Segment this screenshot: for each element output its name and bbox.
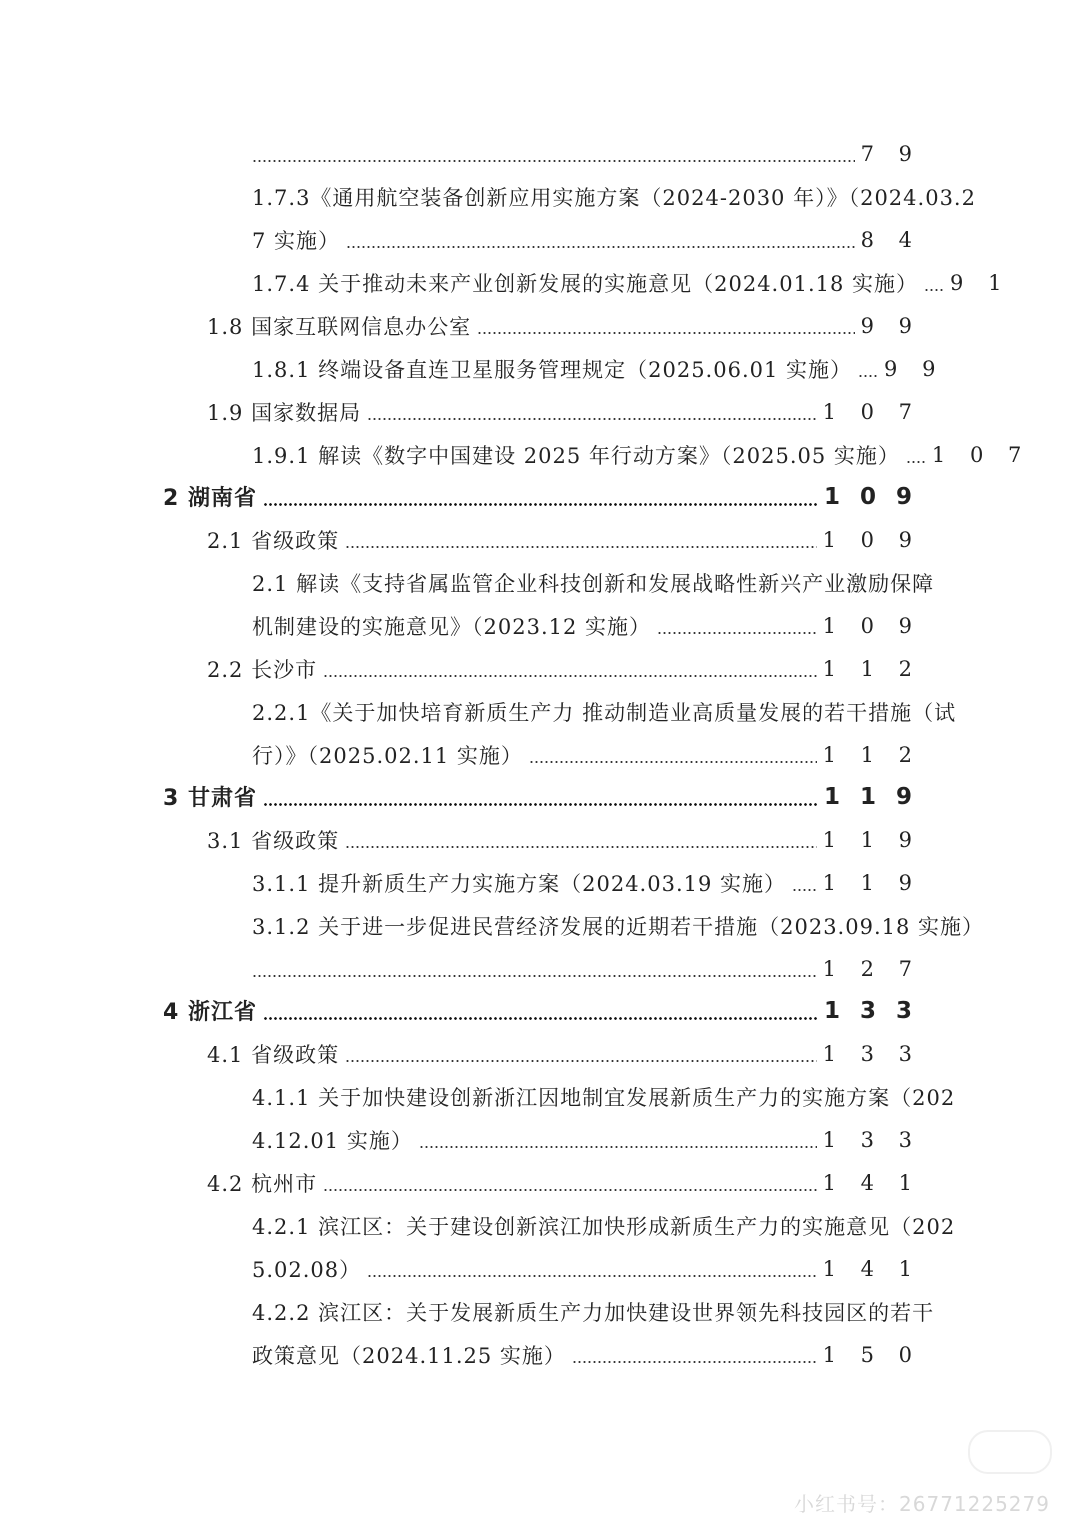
toc-chapter[interactable] <box>163 775 918 818</box>
dot-leader <box>792 861 817 904</box>
dot-leader <box>529 733 817 776</box>
dot-leader <box>419 1118 817 1161</box>
chapter-title: 2 湖南省 <box>163 486 257 511</box>
chapter-title: 3 甘肃省 <box>163 786 257 811</box>
page-number: 1 1 9 <box>822 870 921 895</box>
toc-entry-continuation[interactable] <box>252 604 921 647</box>
dot-leader <box>263 775 818 818</box>
entry-title: 3.1.1 提升新质生产力实施方案（2024.03.19 实施） <box>252 871 787 896</box>
dot-leader <box>345 1032 816 1075</box>
toc-entry[interactable] <box>252 904 985 947</box>
dot-leader <box>924 261 944 304</box>
entry-title: 行）》（2025.02.11 实施） <box>252 743 523 768</box>
page-number: 1 5 0 <box>822 1342 921 1367</box>
toc-entry[interactable] <box>207 1161 921 1204</box>
toc-entry[interactable] <box>207 647 921 690</box>
toc-entry-continuation[interactable] <box>252 733 921 776</box>
page-number: 9 1 <box>950 270 1011 295</box>
page-number: 1 0 9 <box>822 527 921 552</box>
page-number: 1 0 9 <box>822 613 921 638</box>
entry-title: 1.9 国家数据局 <box>207 400 362 425</box>
dot-leader <box>252 132 855 175</box>
page-number: 9 9 <box>884 356 945 381</box>
dot-leader <box>367 390 816 433</box>
toc-chapter[interactable] <box>163 989 918 1032</box>
dot-leader <box>263 989 818 1032</box>
entry-title: 政策意见（2024.11.25 实施） <box>252 1343 566 1368</box>
dot-leader <box>323 1161 816 1204</box>
entry-title: 4.2.2 滨江区：关于发展新质生产力加快建设世界领先科技园区的若干 <box>252 1300 935 1325</box>
toc-entry[interactable] <box>252 433 1031 476</box>
page-number: 1 1 9 <box>823 783 918 810</box>
entry-title: 3.1 省级政策 <box>207 828 340 853</box>
toc-entry[interactable] <box>252 261 1011 304</box>
entry-title: 2.1 省级政策 <box>207 528 340 553</box>
toc-entry[interactable] <box>252 561 935 604</box>
entry-title: 1.9.1 解读《数字中国建设 2025 年行动方案》（2025.05 实施） <box>252 443 900 468</box>
entry-title: 2.2 长沙市 <box>207 657 318 682</box>
entry-title: 4.12.01 实施） <box>252 1128 413 1153</box>
page-number: 1 3 3 <box>822 1041 921 1066</box>
entry-title: 1.7.4 关于推动未来产业创新发展的实施意见（2024.01.18 实施） <box>252 271 919 296</box>
toc-entry[interactable] <box>252 1204 956 1247</box>
toc-entry[interactable] <box>207 818 921 861</box>
entry-title: 2.2.1《关于加快培育新质生产力 推动制造业高质量发展的若干措施（试 <box>252 700 957 725</box>
dot-leader <box>367 1247 816 1290</box>
page-number: 1 1 9 <box>822 827 921 852</box>
entry-title: 机制建设的实施意见》（2023.12 实施） <box>252 614 652 639</box>
entry-title: 4.2.1 滨江区：关于建设创新滨江加快形成新质生产力的实施意见（202 <box>252 1214 956 1239</box>
dot-leader <box>906 433 926 476</box>
page-number: 1 0 9 <box>823 483 918 510</box>
page-number: 8 4 <box>860 227 921 252</box>
page-number: 1 0 7 <box>931 442 1031 467</box>
dot-leader <box>345 818 816 861</box>
page-number: 1 4 1 <box>822 1256 921 1281</box>
chapter-title: 4 浙江省 <box>163 1000 257 1025</box>
entry-title: 7 实施） <box>252 228 341 253</box>
entry-title: 1.8 国家互联网信息办公室 <box>207 314 472 339</box>
toc-entry[interactable] <box>252 347 945 390</box>
toc-entry[interactable] <box>207 390 921 433</box>
page-number: 1 3 3 <box>822 1127 921 1152</box>
toc-entry[interactable] <box>207 518 921 561</box>
page-number: 1 1 2 <box>822 656 921 681</box>
entry-title: 2.1 解读《支持省属监管企业科技创新和发展战略性新兴产业激励保障 <box>252 571 935 596</box>
watermark-logo <box>968 1430 1052 1474</box>
page-number: 9 9 <box>860 313 921 338</box>
toc-chapter[interactable] <box>163 475 918 518</box>
entry-title: 1.7.3《通用航空装备创新应用实施方案（2024-2030 年）》（2024.03.2 <box>252 185 976 210</box>
dot-leader <box>346 218 855 261</box>
toc-entry[interactable] <box>252 690 957 733</box>
entry-title: 4.2 杭州市 <box>207 1171 318 1196</box>
entry-title: 1.8.1 终端设备直连卫星服务管理规定（2025.06.01 实施） <box>252 357 853 382</box>
dot-leader <box>252 947 817 990</box>
entry-title: 4.1.1 关于加快建设创新浙江因地制宜发展新质生产力的实施方案（202 <box>252 1085 956 1110</box>
page-number: 1 0 7 <box>822 399 921 424</box>
page-number: 1 1 2 <box>822 742 921 767</box>
dot-leader <box>323 647 816 690</box>
toc-entry-continuation[interactable] <box>252 1333 921 1376</box>
page-number: 1 4 1 <box>822 1170 921 1195</box>
entry-title: 5.02.08） <box>252 1257 362 1282</box>
toc-entry[interactable] <box>252 175 976 218</box>
dot-leader <box>858 347 878 390</box>
entry-title: 3.1.2 关于进一步促进民营经济发展的近期若干措施（2023.09.18 实施） <box>252 914 985 939</box>
toc-entry-continuation[interactable] <box>252 1118 921 1161</box>
dot-leader <box>263 475 818 518</box>
entry-title: 4.1 省级政策 <box>207 1042 340 1067</box>
watermark-text: 小红书号：26771225279 <box>794 1492 1050 1516</box>
dot-leader <box>572 1333 817 1376</box>
toc-entry-continuation[interactable] <box>252 218 921 261</box>
toc-entry[interactable] <box>252 1075 956 1118</box>
toc-entry[interactable] <box>252 861 921 904</box>
toc-entry[interactable] <box>207 1032 921 1075</box>
toc-entry-continuation[interactable] <box>252 947 921 990</box>
dot-leader <box>657 604 817 647</box>
toc-entry[interactable] <box>207 304 921 347</box>
page-number: 7 9 <box>860 141 921 166</box>
page-number: 1 3 3 <box>823 997 918 1024</box>
dot-leader <box>477 304 855 347</box>
dot-leader <box>345 518 816 561</box>
page-number: 1 2 7 <box>822 956 921 981</box>
toc-entry[interactable] <box>252 1290 935 1333</box>
toc-entry-continuation[interactable] <box>252 1247 921 1290</box>
toc-entry[interactable] <box>252 132 921 175</box>
